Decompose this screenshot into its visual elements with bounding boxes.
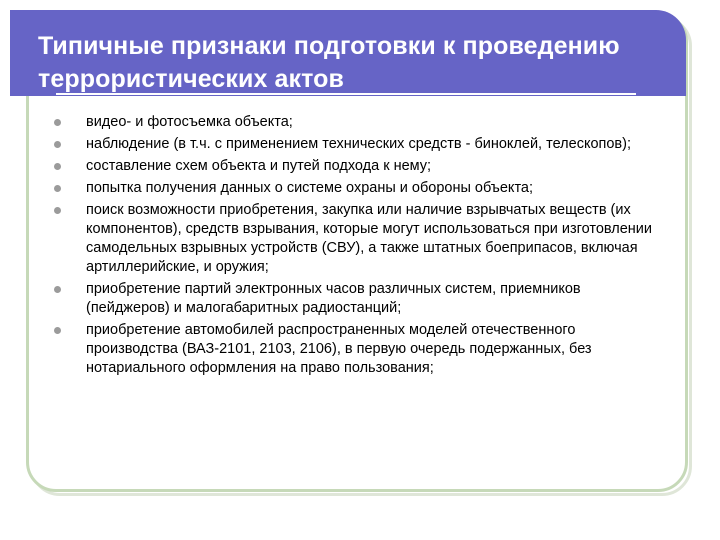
bullet-icon	[54, 119, 61, 126]
list-item	[62, 113, 662, 132]
list-item-text: составление схем объекта и путей подхода к нему;	[86, 158, 432, 174]
bullet-icon	[54, 207, 61, 214]
list-item-text: видео- и фотосъемка объекта;	[86, 114, 293, 130]
list-item-text: наблюдение (в т.ч. с применением технических средств - биноклей, телескопов);	[86, 136, 631, 152]
list-item	[62, 157, 662, 176]
list-item-text: попытка получения данных о системе охраны и обороны объекта;	[86, 180, 534, 196]
bullet-icon	[54, 163, 61, 170]
title-banner	[10, 10, 686, 96]
list-item-text: приобретение партий электронных часов различных систем, приемников (пейджеров) и малогабаритных радиостанций;	[86, 281, 581, 316]
bullet-icon	[54, 141, 61, 148]
list-item	[62, 280, 662, 318]
slide-title: Типичные признаки подготовки к проведению террористических актов	[38, 32, 620, 93]
list-item	[62, 201, 662, 277]
list-item-text: поиск возможности приобретения, закупка или наличие взрывчатых веществ (их компонентов), средств взрывания, которые могут использоваться при изготовлении самодельных взрывных устройств (СВУ), а также штатных боеприпасов, включая артиллерийские, и оружия;	[86, 202, 652, 275]
list-item	[62, 321, 662, 378]
list-item	[62, 135, 662, 154]
bullet-icon	[54, 327, 61, 334]
list-item-text: приобретение автомобилей распространенных моделей отечественного производства (ВАЗ-2101, 2103, 2106), в первую очередь подержанных, без нотариального оформления на право пользования;	[86, 322, 592, 376]
bullet-icon	[54, 185, 61, 192]
list-item	[62, 179, 662, 198]
bullet-list	[62, 113, 662, 381]
bullet-icon	[54, 286, 61, 293]
title-underline	[56, 93, 636, 95]
